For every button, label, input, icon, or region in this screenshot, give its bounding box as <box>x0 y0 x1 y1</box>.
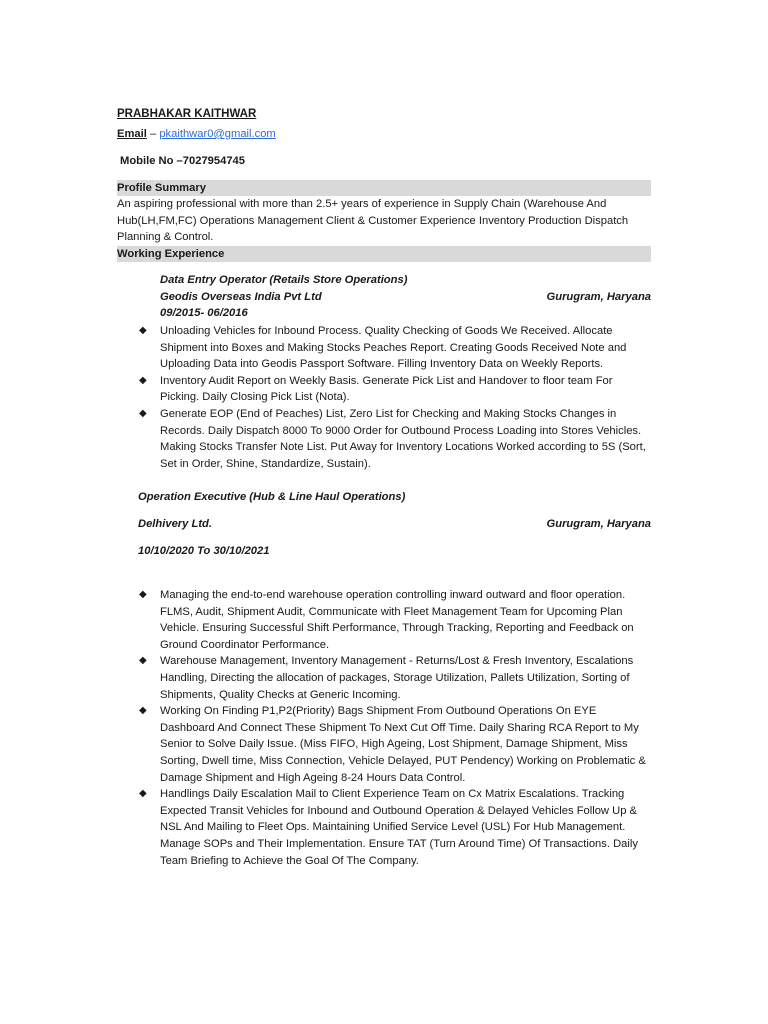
diamond-bullet-icon: ◆ <box>139 589 147 600</box>
email-line <box>117 126 276 143</box>
job-2-title: Operation Executive (Hub & Line Haul Operations) <box>138 491 406 503</box>
job-1-header <box>160 272 651 322</box>
job-2-company: Delhivery Ltd. <box>138 518 212 530</box>
working-experience-heading: Working Experience <box>117 246 651 262</box>
diamond-bullet-icon: ◆ <box>139 374 147 386</box>
diamond-bullet-icon: ◆ <box>139 655 147 667</box>
mobile-number: Mobile No –7027954745 <box>120 155 245 167</box>
job-2-bullet-list <box>139 587 649 869</box>
list-item: ◆ Inventory Audit Report on Weekly Basis. Generate Pick List and Handover to floor team For Picking. Daily Closing Pick List (Nota). <box>139 374 613 404</box>
diamond-bullet-icon: ◆ <box>139 788 147 800</box>
diamond-bullet-icon: ◆ <box>139 325 147 336</box>
email-label: Email <box>117 128 147 140</box>
job-2-dates: 10/10/2020 To 30/10/2021 <box>138 545 270 557</box>
list-item: ◆ Managing the end-to-end warehouse operation controlling inward outward and floor operation. FLMS, Audit, Shipment Audit, Communicate with Fleet Management Team for Upcoming Plan Vehicle. Ensuring Successful Shift Performance, Through Tracking, Reporting and Feedback on Ground Coordinator Performance. <box>139 589 634 651</box>
email-link[interactable]: pkaithwar0@gmail.com <box>159 128 276 140</box>
profile-summary-text: An aspiring professional with more than 2.5+ years of experience in Supply Chain (Warehouse And Hub(LH,FM,FC) Operations Management Client & Customer Experience Inventory Production Dispatch Planning & Control. <box>117 198 629 244</box>
job-1-company: Geodis Overseas India Pvt Ltd <box>160 290 322 303</box>
job-1-title: Data Entry Operator (Retails Store Operations) <box>160 274 408 286</box>
list-item: ◆ Unloading Vehicles for Inbound Process. Quality Checking of Goods We Received. Allocate Shipment into Boxes and Making Stocks Peaches Report. Creating Goods Received Note and Uploading Data into Geodis Passport Software. Filling Inventory Data on Weekly Reports. <box>139 325 627 371</box>
email-separator: – <box>146 128 160 140</box>
diamond-bullet-icon: ◆ <box>139 705 147 717</box>
job-1-bullet-list <box>139 323 647 472</box>
job-1-dates: 09/2015- 06/2016 <box>160 307 248 320</box>
job-2-company-row <box>138 516 651 533</box>
job-1-company-row <box>160 289 651 306</box>
job-2-location: Gurugram, Haryana <box>546 518 651 530</box>
candidate-name: PRABHAKAR KAITHWAR <box>117 108 257 120</box>
profile-summary-heading: Profile Summary <box>117 180 651 196</box>
diamond-bullet-icon: ◆ <box>139 407 147 419</box>
list-item: ◆ Handlings Daily Escalation Mail to Client Experience Team on Cx Matrix Escalations. Tracking Expected Transit Vehicles for Inbound and Outbound Operation & Delayed Vehicles Follow Up & NSL And Mailing to Fleet Ops. Maintaining Unified Service Level (USL) For Hub Management. Manage SOPs and Their Implementation. Ensure TAT (Turn Around Time) Of Transactions. Daily Team Briefing to Achieve the Goal Of The Company. <box>139 788 638 867</box>
job-1-location: Gurugram, Haryana <box>546 290 651 303</box>
list-item: ◆ Working On Finding P1,P2(Priority) Bags Shipment From Outbound Operations On EYE Dashboard And Connect These Shipment To Next Cut Off Time. Daily Sharing RCA Report to My Senior to Solve Daily Issue. (Miss FIFO, High Ageing, Lost Shipment, Damage Shipment, Miss Sorting, Dwell time, Miss Connection, Vehicle Delayed, PUT Pendency) Working on Problematic & Damage Shipment and High Ageing 8-24 Hours Data Control. <box>139 705 646 784</box>
list-item: ◆ Warehouse Management, Inventory Management - Returns/Lost & Fresh Inventory, Escalations Handling, Directing the allocation of packages, Storage Utilization, Pallets Utilization, Sorting of Shipments, Quality Checks at Generic Incoming. <box>139 655 634 701</box>
list-item: ◆ Generate EOP (End of Peaches) List, Zero List for Checking and Making Stocks Changes in Records. Daily Dispatch 8000 To 9000 Order for Outbound Process Loading into Stores Vehicles. Making Stocks Transfer Note List. Put Away for Inventory Locations Worked according to 5S (Sort, Set in Order, Shine, Standardize, Sustain). <box>139 407 646 470</box>
